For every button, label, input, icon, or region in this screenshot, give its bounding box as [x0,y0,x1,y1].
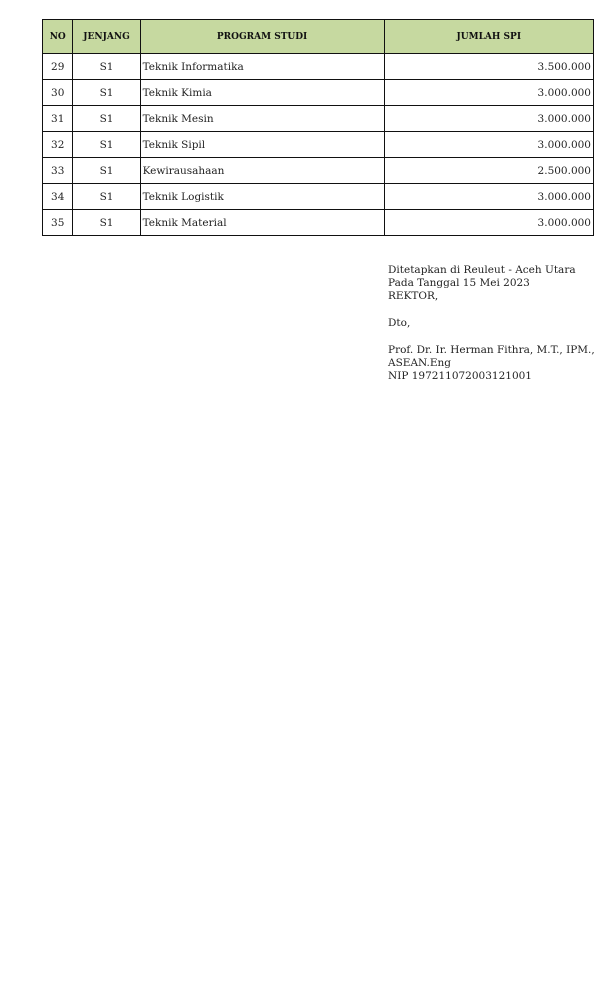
header-program-studi: PROGRAM STUDI [140,20,384,54]
cell-jumlah-spi: 3.000.000 [384,106,593,132]
cell-program-studi: Kewirausahaan [140,158,384,184]
signature-gap [388,330,598,344]
cell-program-studi: Teknik Material [140,210,384,236]
signature-place: Ditetapkan di Reuleut - Aceh Utara [388,264,576,276]
cell-jumlah-spi: 3.000.000 [384,210,593,236]
signature-date: Pada Tanggal 15 Mei 2023 [388,277,530,289]
spi-table [42,19,594,236]
signature-nip: NIP 197211072003121001 [388,370,532,382]
cell-program-studi: Teknik Informatika [140,54,384,80]
cell-jenjang: S1 [73,132,140,158]
cell-jumlah-spi: 3.500.000 [384,54,593,80]
cell-no: 35 [43,210,73,236]
cell-jenjang: S1 [73,184,140,210]
table-row [43,54,594,80]
cell-jumlah-spi: 2.500.000 [384,158,593,184]
signature-position: REKTOR, [388,290,439,302]
cell-jenjang: S1 [73,158,140,184]
cell-program-studi: Teknik Sipil [140,132,384,158]
header-no: NO [43,20,73,54]
cell-jumlah-spi: 3.000.000 [384,132,593,158]
table-row [43,132,594,158]
table-header-row [43,20,594,54]
cell-no: 34 [43,184,73,210]
cell-no: 30 [43,80,73,106]
header-jumlah-spi: JUMLAH SPI [384,20,593,54]
cell-no: 29 [43,54,73,80]
cell-no: 33 [43,158,73,184]
cell-jenjang: S1 [73,210,140,236]
cell-jenjang: S1 [73,106,140,132]
signature-name-line2: ASEAN.Eng [388,357,452,369]
signature-dto: Dto, [388,317,411,329]
table-row [43,80,594,106]
table-row [43,184,594,210]
cell-jumlah-spi: 3.000.000 [384,184,593,210]
table-row [43,210,594,236]
cell-no: 32 [43,132,73,158]
cell-jenjang: S1 [73,80,140,106]
cell-jumlah-spi: 3.000.000 [384,80,593,106]
cell-program-studi: Teknik Logistik [140,184,384,210]
cell-jenjang: S1 [73,54,140,80]
table-row [43,106,594,132]
header-jenjang: JENJANG [73,20,140,54]
signature-gap [388,303,598,317]
table-row [43,158,594,184]
cell-no: 31 [43,106,73,132]
cell-program-studi: Teknik Kimia [140,80,384,106]
cell-program-studi: Teknik Mesin [140,106,384,132]
signature-block [388,264,598,383]
signature-name-line1: Prof. Dr. Ir. Herman Fithra, M.T., IPM., [388,344,595,356]
